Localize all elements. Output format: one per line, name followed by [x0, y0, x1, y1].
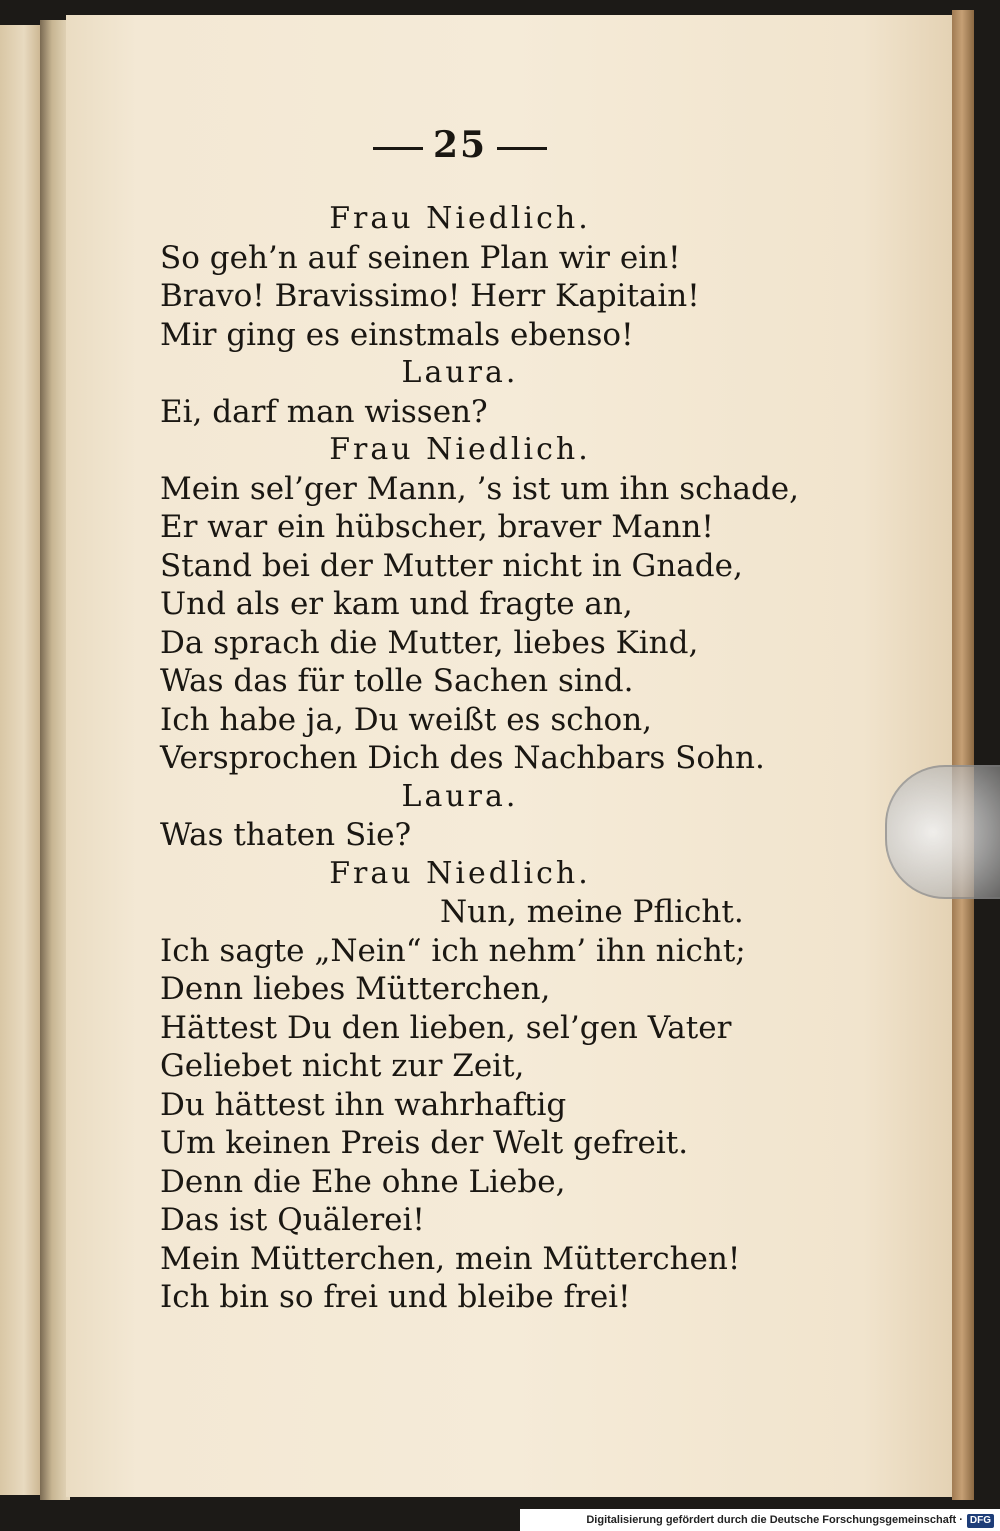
verse-line: Nun, meine Pflicht. — [440, 894, 744, 930]
page-number-rule-left — [373, 147, 423, 150]
verse-line: Denn liebes Mütterchen, — [160, 971, 551, 1007]
speaker-name: Frau Niedlich. — [329, 855, 591, 891]
verse-line: Versprochen Dich des Nachbars Sohn. — [160, 740, 765, 776]
speaker-name: Frau Niedlich. — [329, 201, 591, 236]
verse-line: Da sprach die Mutter, liebes Kind, — [160, 624, 699, 661]
speaker-name: Frau Niedlich. — [329, 432, 591, 467]
left-page-edge — [0, 25, 42, 1495]
verse-line: Mein Mütterchen, mein Mütterchen! — [160, 1240, 741, 1277]
verse-line: Bravo! Bravissimo! Herr Kapitain! — [160, 278, 700, 314]
verse-lines — [160, 200, 799, 1317]
verse-line: Denn die Ehe ohne Liebe, — [160, 1163, 566, 1200]
verse-line: So geh’n auf seinen Plan wir ein! — [160, 239, 681, 276]
verse-line: Du hättest ihn wahrhaftig — [160, 1086, 567, 1123]
dfg-logo: DFG — [967, 1514, 994, 1528]
verse-line: Er war ein hübscher, braver Mann! — [160, 509, 714, 545]
verse-line: Geliebet nicht zur Zeit, — [160, 1048, 525, 1084]
verse-line: Ich sagte „Nein“ ich nehm’ ihn nicht; — [160, 932, 746, 969]
verse-line: Mir ging es einstmals ebenso! — [160, 316, 634, 353]
verse-line: Was das für tolle Sachen sind. — [160, 663, 634, 699]
footer-credit: Digitalisierung gefördert durch die Deutsche Forschungsgemeinschaft · DFG — [520, 1509, 1000, 1531]
speaker-name: Laura. — [401, 778, 519, 814]
verse-line: Hättest Du den lieben, sel’gen Vater — [160, 1009, 732, 1046]
verse-line: Um keinen Preis der Welt gefreit. — [160, 1125, 689, 1161]
speaker-name: Laura. — [401, 355, 519, 390]
footer-credit-text: Digitalisierung gefördert durch die Deutsche Forschungsgemeinschaft — [586, 1514, 957, 1526]
verse-line: Stand bei der Mutter nicht in Gnade, — [160, 547, 743, 584]
verse-line: Das ist Quälerei! — [160, 1202, 425, 1238]
verse-line: Und als er kam und fragte an, — [160, 586, 633, 622]
page-number-value: 25 — [432, 124, 488, 166]
page-number-rule-right — [497, 147, 547, 150]
verse-line: Was thaten Sie? — [160, 817, 412, 853]
verse-line: Mein sel’ger Mann, ’s ist um ihn schade, — [160, 470, 799, 507]
verse-line: Ei, darf man wissen? — [160, 393, 488, 430]
page-number — [160, 120, 760, 170]
verse-line: Ich bin so frei und bleibe frei! — [160, 1279, 631, 1315]
verse-line: Ich habe ja, Du weißt es schon, — [160, 701, 653, 738]
page-clip — [885, 765, 1000, 899]
page-edge-right — [952, 10, 974, 1500]
